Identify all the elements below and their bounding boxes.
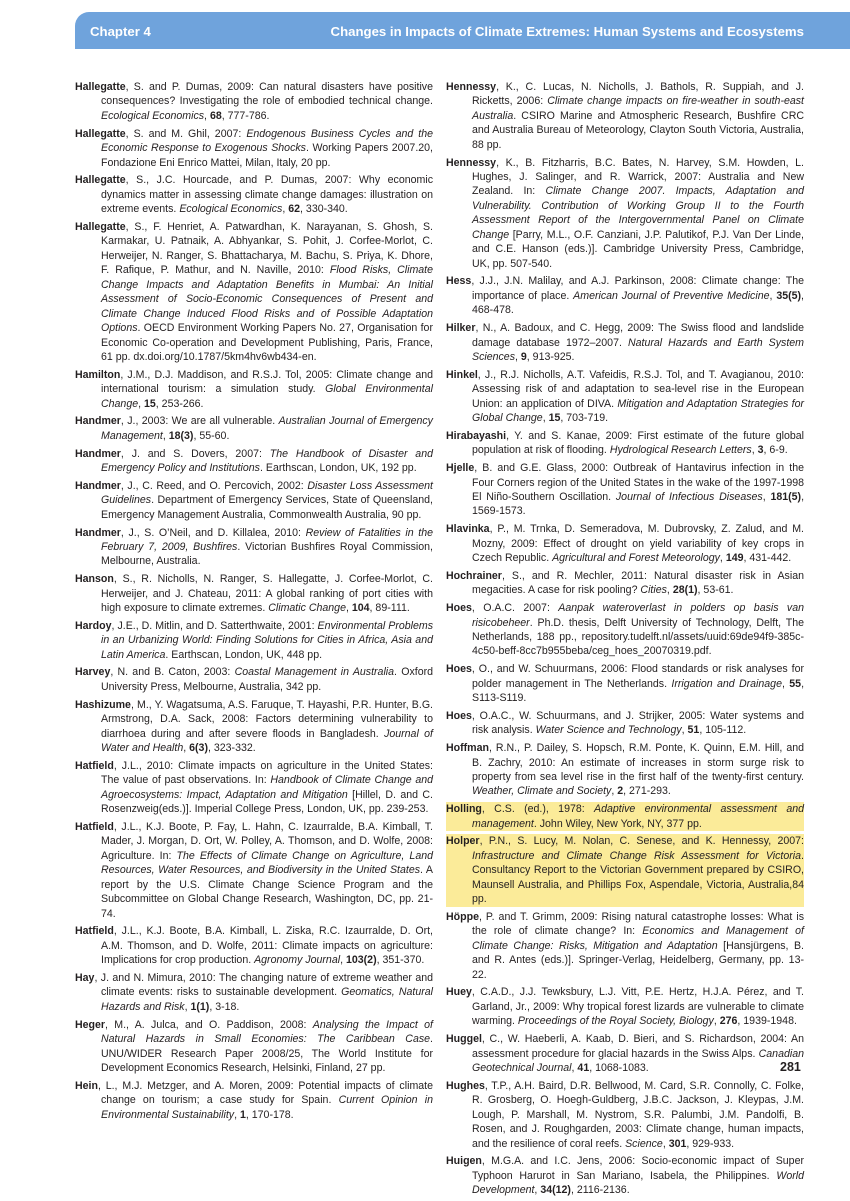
reference-pages: , 929-933. [686,1137,735,1150]
reference-entry [75,479,433,522]
reference-entry [446,1032,804,1075]
reference-separator: , [162,429,169,442]
reference-details: , J.M., D.J. Maddison, and R.S.J. Tol, 2005: Climate change and international tourism: a simulation study. [101,368,433,396]
reference-pages: Oxford University Press, Melbourne, Australia, 342 pp. [101,666,434,693]
reference-author: Hatfield [75,759,114,772]
reference-pages: , 271-293. [623,785,671,798]
reference-separator: , [515,351,521,364]
reference-separator: , [611,785,618,798]
reference-entry [75,759,433,817]
reference-pages: , 3-18. [209,1000,240,1013]
reference-details: , C., W. Haeberli, A. Kaab, D. Bieri, and S. Richardson, 2004: An assessment procedure for glacial hazards in the Swiss Alps. [472,1033,804,1060]
reference-source-title: American Journal of Preventive Medicine [573,289,770,302]
reference-entry [446,429,804,458]
reference-source-title: World Development [472,1169,804,1197]
reference-details: , J., R.J. Nicholls, A.T. Vafeidis, R.S.J. Tol, and T. Avagianou, 2010: Assessing risk of and adaptation to sea-level rise in the European Union: an application of DIVA. [472,368,804,410]
reference-source-title: Environmental Problems in an Urbanizing World: Finding Solutions for Cities in Africa, Asia and Latin America [101,619,434,661]
reference-separator: . [430,1033,433,1046]
reference-volume: 62 [288,203,301,216]
reference-author: Hoes [446,709,472,722]
reference-pages: Working Papers 2007.20, Fondazione Eni Enrico Mattei, Milan, Italy, 20 pp. [101,142,433,169]
reference-author: Hlavinka [446,523,490,536]
reference-separator: . [801,849,804,862]
reference-source-title: Weather, Climate and Society [472,785,612,798]
reference-separator: . [237,540,246,553]
reference-entry [446,321,804,364]
reference-separator: , [340,954,346,967]
reference-volume: 149 [725,552,744,565]
reference-pages: , 105-112. [699,724,747,737]
reference-entry [446,1154,804,1197]
reference-details: , S., R. Nicholls, N. Ranger, S. Hallegatte, J. Corfee-Morlot, C. Herweijer, and J. Chateau, 2011: A global ranking of port cities with high exposure to climate extremes. [101,573,433,615]
reference-volume: 103(2) [345,954,377,967]
reference-entry [75,80,433,123]
reference-volume: 28(1) [672,584,698,597]
reference-author: Hashizume [75,698,131,711]
reference-details: , M., Y. Wagatsuma, A.S. Faruque, T. Hayashi, P.R. Hunter, B.G. Armstrong, D.A. Sack, 2008: Factors determining vulnerability to diarrhoea during and after severe floods in Bangladesh. [101,698,433,740]
reference-separator: . [137,322,144,335]
reference-pages: [Hillel, D. and C. Rosenzweig(eds.)]. Imperial College Press, London, UK, pp. 239-253. [101,788,433,816]
reference-separator: , [719,552,726,565]
reference-author: Hardoy [75,619,112,632]
reference-source-title: Climatic Change [268,602,346,615]
reference-separator: . [151,494,158,507]
reference-details: , J.J., J.N. Malilay, and A.J. Parkinson, 2008: Climate change: The importance of place. [471,275,804,302]
reference-details: , J.L., 2010: Climate impacts on agriculture in the United States: The value of past observations. In: [101,759,433,787]
reference-source-title: Cities [640,584,667,597]
reference-volume: 15 [144,397,156,410]
reference-author: Hatfield [75,820,114,833]
reference-source-title: Irrigation and Drainage [671,677,782,690]
reference-separator: , [542,412,549,425]
reference-volume: 1(1) [190,1000,210,1013]
reference-source-title: The Handbook of Disaster and Emergency Policy and Institutions [101,447,433,475]
reference-volume: 34(12) [540,1184,571,1197]
reference-details: , S., F. Henriet, A. Patwardhan, K. Narayanan, S. Ghosh, S. Karmakar, U. Patnaik, A. Abhyankar, S. Pohit, J. Corfee-Morlot, C. Herweijer, N. Ranger, S. Bhattacharya, M. Bachu, S. Priya, K. Dhore, F. Rafique, P. Mathur, and N. Naville, 2010: [101,220,433,277]
reference-separator: . [513,109,522,122]
reference-pages: John Wiley, New York, NY, 377 pp. [539,817,702,830]
reference-details: , J., C. Reed, and O. Percovich, 2002: [120,479,308,492]
reference-author: Hein [75,1079,98,1092]
reference-source-title: The Effects of Climate Change on Agriculture, Land Resources, Water Resources, and Biodiversity in the United States [101,849,433,877]
reference-volume: 41 [577,1062,590,1075]
reference-author: Hallegatte [75,220,126,233]
reference-author: Hoffman [446,742,489,755]
reference-entry [446,80,804,152]
reference-volume: 51 [687,724,700,737]
reference-details: , L., M.J. Metzger, and A. Moren, 2009: Potential impacts of climate change on tourism; a case study for Spain. [97,1079,433,1107]
reference-separator: , [345,602,352,615]
reference-source-title: Water Science and Technology [535,724,682,737]
reference-details: , O.A.C., W. Schuurmans, and J. Strijker, 2005: Water systems and risk analysis. [471,709,804,737]
reference-separator: . [305,142,313,155]
reference-pages: , 323-332. [207,742,256,755]
reference-author: Hennessy [446,81,497,93]
reference-volume: 68 [209,109,222,122]
reference-details: , Y. and S. Kanae, 2009: First estimate of the future global population at risk of flooding. [472,429,804,457]
reference-separator: , [751,444,758,457]
reference-entry [75,127,433,170]
reference-entry [75,220,433,365]
reference-volume: 276 [719,1015,738,1028]
reference-author: Hughes [446,1079,485,1092]
reference-volume: 104 [351,602,370,615]
reference-author: Hoes [446,602,472,615]
reference-entry [446,601,804,659]
reference-entry [446,368,804,426]
reference-source-title: Geomatics, Natural Hazards and Risk [101,986,433,1013]
reference-pages: , 1068-1083. [589,1062,649,1075]
reference-author: Holling [446,803,482,816]
reference-pages: , 330-340. [300,203,348,216]
reference-details: , P.N., S. Lucy, M. Nolan, C. Senese, and K. Hennessy, 2007: [479,835,804,848]
reference-author: Hennessy [446,156,497,169]
reference-author: Huggel [446,1033,482,1046]
reference-separator: . [165,648,172,661]
reference-entry [75,619,433,662]
reference-author: Hanson [75,573,114,586]
reference-source-title: Ecological Economics [179,203,283,216]
reference-details: , J.L., K.J. Boote, P. Fay, L. Hahn, C. Izaurralde, B.A. Kimball, T. Mader, J. Morgan, D. Ort, W. Polley, A. Thomson, and D. Wolfe, 2008: Agriculture. In: [101,820,433,862]
reference-author: Hilker [446,322,476,335]
reference-pages: , 55-60. [193,429,230,442]
reference-separator: , [138,397,144,410]
page-number: 281 [780,1060,801,1074]
reference-pages: , 53-61. [697,584,734,597]
reference-source-title: Infrastructure and Climate Change Risk Assessment for Victoria [472,849,802,862]
reference-entry [75,820,433,921]
reference-pages: , S113-S119. [472,677,805,705]
reference-author: Hallegatte [75,127,126,140]
reference-details: , J.E., D. Mitlin, and D. Satterthwaite, 2001: [111,619,318,632]
reference-source-title: Climate change impacts on fire-weather in south-east Australia [472,95,804,122]
reference-pages: , 431-442. [743,552,792,565]
reference-details: , O.A.C. 2007: [471,602,559,615]
reference-pages: , 1939-1948. [737,1015,797,1028]
reference-separator: , [204,109,210,122]
reference-author: Hochrainer [446,569,502,582]
reference-volume: 55 [789,677,802,690]
reference-pages: , 468-478. [472,289,804,317]
highlighted-reference-entry [446,834,804,906]
reference-pages: , 777-786. [221,109,270,122]
reference-source-title: Endogenous Business Cycles and the Economic Response to Exogenous Shocks [101,127,433,155]
reference-entry [446,985,804,1028]
reference-pages: Victorian Bushfires Royal Commission, Melbourne, Australia. [101,540,434,568]
reference-separator: , [769,289,777,302]
reference-pages: Earthscan, London, UK, 448 pp. [171,648,323,661]
reference-separator: , [184,1000,191,1013]
reference-details: , K., C. Lucas, N. Nicholls, J. Bathols, R. Suppiah, and J. Ricketts, 2006: [472,81,804,108]
reference-entry [446,569,804,598]
reference-pages: , 170-178. [245,1108,294,1121]
reference-volume: 35(5) [776,289,802,302]
reference-entry [446,910,804,982]
reference-volume: 18(3) [168,429,194,442]
reference-entry [75,368,433,411]
reference-entry [446,156,804,272]
reference-source-title: Handbook of Climate Change and Agroecosystems: Impact, Adaptation and Mitigation [101,774,433,801]
reference-source-title: Review of Fatalities in the February 7, 2009, Bushfires [101,526,433,553]
reference-separator: , [571,1062,578,1075]
reference-source-title: Aanpak wateroverlast in polders op basis van risicobeheer [472,602,804,629]
reference-source-title: Hydrological Research Letters [609,444,752,457]
reference-details: , M.G.A. and I.C. Jens, 2006: Socio-economic impact of Super Typhoon Harurot in San Mariano, Isabela, the Philippines. [472,1155,804,1182]
reference-entry [446,274,804,317]
reference-author: Huigen [446,1155,482,1168]
reference-source-title: Journal of Water and Health [101,727,433,755]
right-reference-column [446,80,804,1201]
reference-volume: 9 [520,351,527,364]
chapter-label: Chapter 4 [90,24,151,39]
reference-source-title: Analysing the Impact of Natural Hazards in Small Economies: The Caribbean Case [101,1018,433,1046]
reference-details: , M., A. Julca, and O. Paddison, 2008: [105,1018,313,1031]
reference-entry [446,1079,804,1151]
reference-pages: , 253-266. [155,397,204,410]
reference-separator: , [781,677,790,690]
reference-source-title: Flood Risks, Climate Change Impacts and Adaptation Benefits in Mumbai: An Initial Assessment of Socio-Economic Consequences of Present and Climate Change Induced Flood Risks and of Possible Adaptation Options [101,264,434,335]
reference-volume: 3 [757,444,764,457]
reference-author: Hallegatte [75,174,126,187]
reference-separator: . [259,462,266,475]
reference-author: Hoes [446,663,472,676]
reference-author: Hirabayashi [446,429,507,442]
reference-details: , J.L., K.J. Boote, B.A. Kimball, L. Ziska, R.C. Izaurralde, D. Ort, A.M. Thomson, and D. Wolfe, 2011: Climate impacts on agriculture: Implications for crop production. [101,925,433,967]
reference-pages: OECD Environment Working Papers No. 27, Organisation for Economic Co-operation and Development Publishing, Paris, France, 61 pp. dx.doi.org/10.1787/5km4hv6wb434-en. [101,322,433,364]
reference-separator: . [529,616,538,629]
reference-source-title: Disaster Loss Assessment Guidelines [101,479,433,507]
reference-separator: . [533,817,540,830]
reference-separator: , [666,584,673,597]
reference-entry [75,173,433,216]
highlighted-reference-entry [446,802,804,831]
reference-author: Heger [75,1018,106,1031]
reference-separator: , [662,1137,669,1150]
reference-entry [75,572,433,615]
reference-separator: , [282,203,289,216]
left-reference-column [75,80,433,1125]
reference-entry [75,526,433,569]
reference-author: Höppe [446,910,479,923]
reference-entry [446,662,804,705]
reference-pages: , 703-719. [560,412,609,425]
reference-author: Hatfield [75,925,114,938]
reference-source-title: Current Opinion in Environmental Sustainability [101,1094,433,1121]
reference-details: , S. and M. Ghil, 2007: [125,127,247,140]
reference-details: , S., and R. Mechler, 2011: Natural disaster risk in Asian megacities. A case for risk pooling? [472,569,804,597]
reference-details: , J. and S. Dovers, 2007: [120,447,270,460]
chapter-title: Changes in Impacts of Climate Extremes: Human Systems and Ecosystems [330,24,804,39]
reference-pages: , 1569-1573. [472,491,805,518]
reference-source-title: Agricultural and Forest Meteorology [552,552,720,565]
reference-pages: , 913-925. [526,351,575,364]
reference-separator: , [534,1184,541,1197]
reference-entry [446,741,804,799]
reference-pages: , 351-370. [376,954,425,967]
reference-author: Handmer [75,447,121,460]
reference-author: Hess [446,275,472,288]
reference-author: Handmer [75,526,121,539]
reference-details: , P., M. Trnka, D. Semeradova, M. Dubrovsky, Z. Zalud, and M. Mozny, 2009: Effect of drought on yield variability of key crops in Czech Republic. [472,523,804,565]
reference-source-title: Adaptive environmental assessment and management [472,803,804,830]
reference-author: Handmer [75,479,121,492]
reference-details: , N. and B. Caton, 2003: [110,666,235,679]
reference-source-title: Climate Change 2007. Impacts, Adaptation and Vulnerability. Contribution of Working Group II to the Fourth Assessment Report of the Intergovernmental Panel on Climate Change [472,185,804,241]
reference-source-title: Australian Journal of Emergency Management [101,415,433,442]
reference-pages: Department of Emergency Services, State of Queensland, Emergency Management Australia, Commonwealth Australia, 90 pp. [101,494,433,521]
reference-pages: , 2116-2136. [570,1184,630,1197]
reference-details: , T.P., A.H. Baird, D.R. Bellwood, M. Card, S.R. Connolly, C. Folke, R. Grosberg, O. Hoegh-Guldberg, J.B.C. Jackson, J. Kleypas, J.M. Lough, P. Marshall, M. Nystrom, S.R. Palumbi, J.M. Pandolfi, B. Rosen, and J. Roughgarden, 2003: Climate change, human impacts, and the resilience of coral reefs. [472,1079,804,1150]
reference-source-title: Proceedings of the Royal Society, Biology [517,1015,714,1028]
reference-author: Holper [446,835,480,848]
reference-volume: 181(5) [770,491,802,504]
reference-entry [446,709,804,738]
reference-pages: A report by the U.S. Climate Change Science Program and the Subcommittee on Global Change Research, Washington, DC, pp. 21-74. [101,864,433,920]
reference-entry [75,1079,433,1122]
reference-entry [75,698,433,756]
reference-details: , P. and T. Grimm, 2009: Rising natural catastrophe losses: What is the role of climate change? In: [472,910,804,938]
reference-source-title: Coastal Management in Australia [234,666,395,679]
reference-details: , K., B. Fitzharris, B.C. Bates, N. Harvey, S.M. Howden, L. Hughes, J. Salinger, and R. Warrick, 2007: Australia and New Zealand. In: [472,156,804,198]
reference-source-title: Agronomy Journal [254,954,341,967]
reference-entry [446,461,804,519]
reference-entry [75,924,433,967]
reference-volume: 301 [668,1137,687,1150]
reference-volume: 1 [239,1108,246,1121]
reference-source-title: Economics and Management of Climate Change: Risks, Mitigation and Adaptation [472,925,804,952]
reference-author: Huey [446,986,472,999]
reference-pages: UNU/WIDER Research Paper 2008/25, The World Institute for Development Economics Research, Helsinki, Finland, 27 pp. [101,1047,433,1075]
reference-details: , J. and N. Mimura, 2010: The changing nature of extreme weather and climate events: risks to sustainable development. [94,972,433,999]
reference-pages: [Parry, M.L., O.F. Canziani, J.P. Palutikof, P.J. Van Der Linde, and C.E. Hanson (eds.)]. Cambridge University Press, Cambridge, UK, pp. 507-540. [472,228,804,270]
reference-author: Hamilton [75,368,121,381]
reference-source-title: Global Environmental Change [101,383,433,410]
reference-volume: 6(3) [189,742,208,755]
reference-details: , R.N., P. Dailey, S. Hopsch, R.M. Ponte, K. Quinn, E.M. Hill, and B. Zachry, 2010: An estimate of increases in storm surge risk to property from sea level rise in the first half of the twenty-first century. [472,742,804,783]
reference-pages: CSIRO Marine and Atmospheric Research, Bushfire CRC and Australia Bureau of Meteorology, Clayton South Victoria, Australia, 88 pp. [472,109,805,151]
reference-author: Hinkel [446,368,478,381]
reference-entry [446,522,804,565]
reference-pages: , 6-9. [763,444,788,457]
reference-details: , C.S. (ed.), 1978: [481,803,595,816]
reference-details: , J., S. O’Neil, and D. Killalea, 2010: [120,526,306,539]
reference-author: Harvey [75,666,111,679]
reference-source-title: Canadian Geotechnical Journal [472,1047,804,1075]
reference-pages: Ph.D. thesis, Delft University of Technology, Delft, The Netherlands, 188 pp., repository.tudelft.nl/assets/uuid:69de94f9-385c-4c50-beff-8cc7b955beba/ceg_hoes_20070319.pdf. [472,616,805,658]
reference-separator: , [183,742,190,755]
reference-separator: , [762,491,771,504]
reference-author: Hay [75,972,95,985]
reference-author: Hallegatte [75,81,126,93]
reference-details: , O., and W. Schuurmans, 2006: Flood standards or risk analyses for polder management in The Netherlands. [471,663,804,690]
reference-entry [75,971,433,1014]
reference-pages: Earthscan, London, UK, 192 pp. [265,462,417,475]
reference-details: , S., J.C. Hourcade, and P. Dumas, 2007: Why economic dynamics matter in assessing climate change damages: illustration on extreme events. [101,174,433,216]
reference-volume: 2 [617,785,624,798]
chapter-header-bar [75,12,850,49]
reference-details: , B. and G.E. Glass, 2000: Outbreak of Hantavirus infection in the Four Corners region of the United States in the wake of the 1997-1998 El Niño-Southern Oscillation. [472,462,804,504]
reference-details: , N., A. Badoux, and C. Hegg, 2009: The Swiss flood and landslide damage database 1972–2007. [472,322,804,349]
reference-pages: Consultancy Report to the Victorian Government prepared by CSIRO, Maunsell Australia, and Phillips Fox, Aspendale, Victoria, Australia,84 pp. [472,864,804,906]
reference-entry [75,665,433,694]
reference-source-title: Journal of Infectious Diseases [615,491,763,504]
reference-pages: [Hansjürgens, B. and R. Antes (eds.)]. Springer-Verlag, Heidelberg, Germany, pp. 13-22. [472,939,805,981]
reference-separator: , [234,1108,240,1121]
reference-source-title: Mitigation and Adaptation Strategies for Global Change [472,397,804,425]
reference-source-title: Natural Hazards and Earth System Sciences [472,336,804,364]
reference-source-title: Science [625,1137,663,1150]
reference-author: Handmer [75,415,121,428]
reference-author: Hjelle [446,462,475,475]
reference-volume: 15 [548,412,561,425]
reference-separator: , [681,724,688,737]
reference-details: , J., 2003: We are all vulnerable. [120,415,279,428]
reference-entry [75,1018,433,1076]
reference-separator: . [420,864,426,877]
reference-pages: , 89-111. [369,602,410,615]
reference-entry [75,414,433,443]
reference-separator: , [713,1015,720,1028]
reference-details: , S. and P. Dumas, 2009: Can natural disasters have positive consequences? Investigating the role of embodied technical change. [101,81,433,108]
reference-details: , C.A.D., J.J. Tewksbury, L.J. Vitt, P.E. Hertz, H.J.A. Pérez, and T. Garland, Jr., 2009: Why tropical forest lizards are vulnerable to climate warming. [471,986,804,1028]
reference-entry [75,447,433,476]
reference-source-title: Ecological Economics [101,109,205,122]
reference-separator: . [394,666,402,679]
